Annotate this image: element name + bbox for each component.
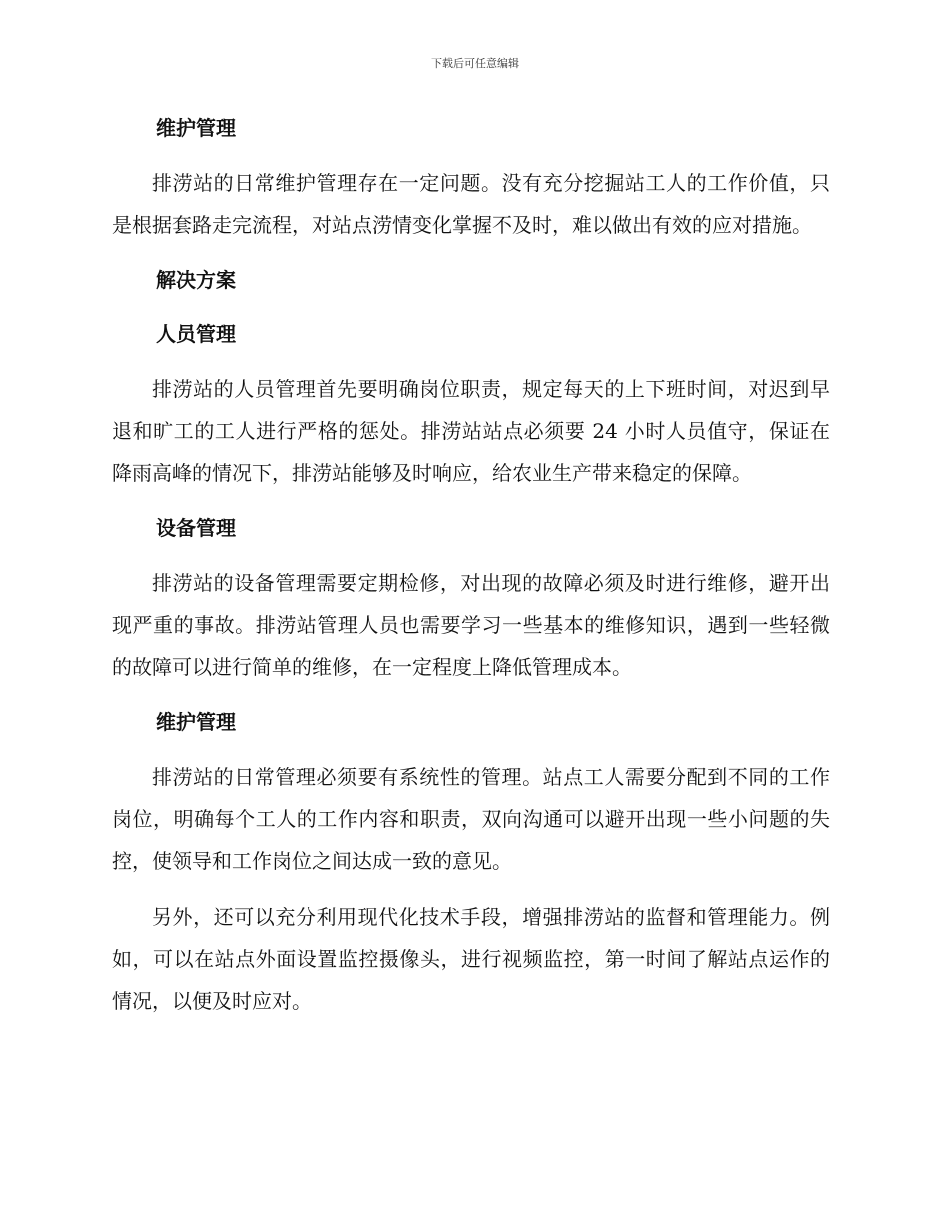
paragraph-maintenance-problem: 排涝站的日常维护管理存在一定问题。没有充分挖掘站工人的工作价值，只是根据套路走完流程，对站点涝情变化掌握不及时，难以做出有效的应对措施。 [112, 171, 830, 237]
section-heading-solution: 解决方案 [156, 268, 236, 292]
header-note: 下载后可任意编辑 [431, 57, 519, 70]
section-heading-maintenance-2: 维护管理 [156, 710, 236, 734]
document-body [112, 108, 830, 1036]
paragraph-equipment: 排涝站的设备管理需要定期检修，对出现的故障必须及时进行维修，避开出现严重的事故。排涝站管理人员也需要学习一些基本的维修知识，遇到一些轻微的故障可以进行简单的维修，在一定程度上降低管理成本。 [112, 571, 830, 679]
section-heading-personnel: 人员管理 [156, 322, 236, 346]
section-heading-equipment: 设备管理 [156, 516, 236, 540]
paragraph-maintenance-system: 排涝站的日常管理必须要有系统性的管理。站点工人需要分配到不同的工作岗位，明确每个工人的工作内容和职责，双向沟通可以避开出现一些小问题的失控，使领导和工作岗位之间达成一致的意见。 [112, 765, 830, 873]
section-heading-maintenance: 维护管理 [156, 116, 236, 140]
paragraph-technology: 另外，还可以充分利用现代化技术手段，增强排涝站的监督和管理能力。例如，可以在站点外面设置监控摄像头，进行视频监控，第一时间了解站点运作的情况，以便及时应对。 [112, 905, 830, 1013]
paragraph-personnel: 排涝站的人员管理首先要明确岗位职责，规定每天的上下班时间，对迟到早退和旷工的工人进行严格的惩处。排涝站站点必须要 24 小时人员值守，保证在降雨高峰的情况下，排涝站能够及时响应，给农业生产带来稳定的保障。 [112, 377, 830, 485]
